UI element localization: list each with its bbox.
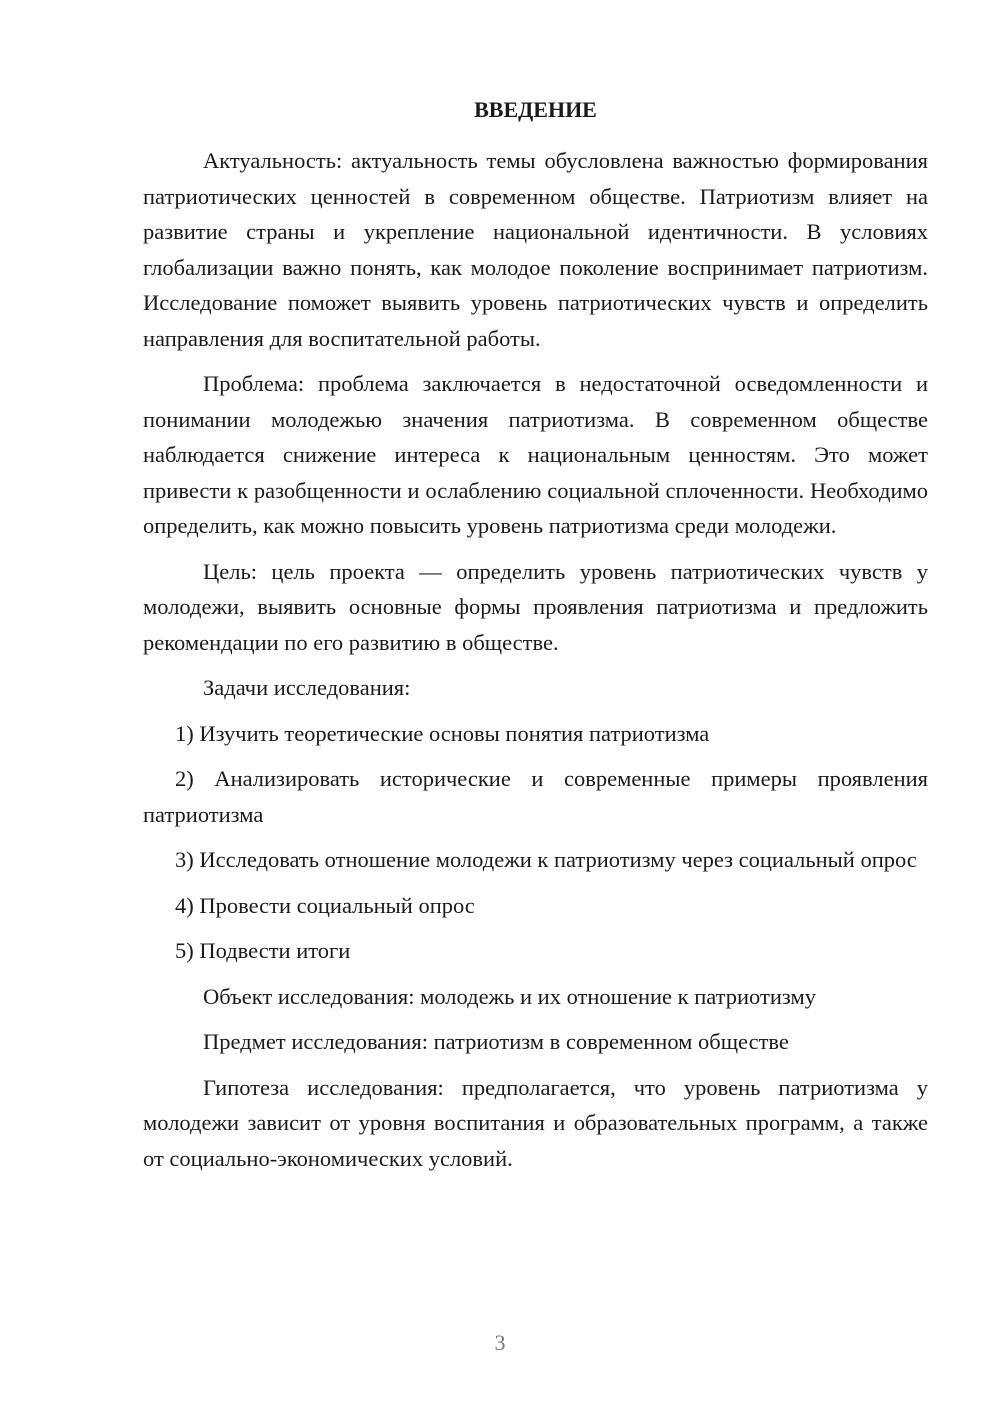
relevance-paragraph: Актуальность: актуальность темы обусловлена важностью формирования патриотических ценностей в современном обществе. Патриотизм влияет на развитие страны и укрепление национальной идентичности. В условиях глобализации важно понять, как молодое поколение воспринимает патриотизм. Исследование поможет выявить уровень патриотических чувств и определить направления для воспитательной работы. (143, 148, 928, 351)
goal-paragraph: Цель: цель проекта — определить уровень патриотических чувств у молодежи, выявить основные формы проявления патриотизма и предложить рекомендации по его развитию в обществе. (143, 558, 928, 655)
hypothesis-paragraph: Гипотеза исследования: предполагается, что уровень патриотизма у молодежи зависит от уровня воспитания и образовательных программ, а также от социально-экономических условий. (143, 1074, 928, 1171)
task-item-1: 1) Изучить теоретические основы понятия патриотизма (175, 720, 710, 746)
section-title: ВВЕДЕНИЕ (474, 97, 597, 122)
subject-paragraph: Предмет исследования: патриотизм в современном обществе (203, 1029, 789, 1054)
object-paragraph: Объект исследования: молодежь и их отношение к патриотизму (203, 983, 816, 1009)
problem-paragraph: Проблема: проблема заключается в недостаточной осведомленности и понимании молодежью значения патриотизма. В современном обществе наблюдается снижение интереса к национальным ценностям. Это может привести к разобщенности и ослаблению социальной сплоченности. Необходимо определить, как можно повысить уровень патриотизма среди молодежи. (143, 371, 928, 538)
task-item-4: 4) Провести социальный опрос (175, 892, 475, 918)
task-item-3: 3) Исследовать отношение молодежи к патриотизму через социальный опрос (175, 847, 917, 872)
task-item-2: 2) Анализировать исторические и современные примеры проявления патриотизма (143, 766, 928, 827)
document-body (143, 95, 928, 1186)
task-item-5: 5) Подвести итоги (175, 938, 351, 963)
page-number: 3 (494, 1330, 506, 1355)
tasks-heading: Задачи исследования: (203, 675, 411, 700)
